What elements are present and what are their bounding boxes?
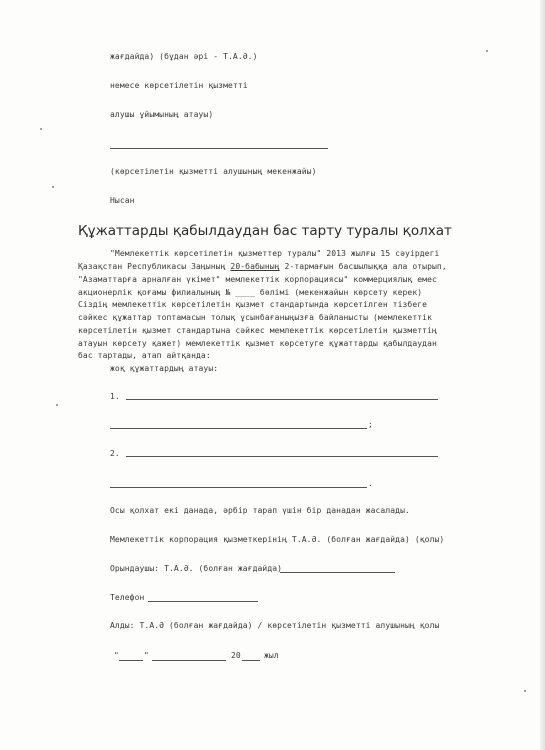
law-article-link[interactable]: 20-бабының	[230, 262, 280, 271]
address-caption: (көрсетілетін қызметті алушының мекенжайы)	[110, 167, 317, 176]
scan-edge	[540, 0, 545, 750]
date-year-suffix: жыл	[264, 651, 279, 660]
executor-line	[280, 572, 395, 573]
item-2-dot: .	[368, 479, 373, 488]
header-line-2: немесе көрсетілетін қызметті	[110, 81, 248, 90]
item-2-line-2	[110, 487, 367, 488]
scan-speck	[52, 186, 54, 188]
scan-speck	[56, 404, 58, 406]
corp-employee-line: Мемлекеттік корпорация қызметкерінің Т.А.Ә. (болған жағдайда) (қолы)	[110, 535, 445, 544]
header-line-3: алушы ұйымының атауы)	[110, 110, 214, 119]
executor-label: Орындаушы: Т.А.Ә. (болған жағдайда)	[110, 564, 283, 573]
body-line-7: көрсетілетін қызмет стандартына сәйкес мемлекеттік көрсетілетін қызметтің	[78, 326, 437, 335]
date-month-line	[152, 660, 226, 661]
date-quote-open: "	[114, 651, 119, 660]
item-2-number: 2.	[110, 449, 120, 458]
item-2-line	[126, 456, 438, 457]
received-line: Алды: Т.А.Ә (болған жағдайда) / көрсетілетін қызметті алушының қолы	[110, 621, 440, 630]
scan-speck	[524, 690, 526, 692]
item-1-number: 1.	[110, 392, 120, 401]
document-title: Құжаттарды қабылдаудан бас тарту туралы қолхат	[78, 223, 452, 239]
body-line-9: бас тартады, атап айтқанда:	[78, 351, 211, 360]
date-day-line	[119, 660, 143, 661]
scan-speck	[40, 128, 42, 130]
header-line-1: жағдайда) (бұдан әрі - Т.А.Ә.)	[110, 52, 258, 61]
copies-statement: Осы қолхат екі данада, әрбір тарап үшін бір данадан жасалады.	[110, 506, 410, 515]
date-year-line	[242, 660, 260, 661]
body-line-4: акционерлік қоғамы филиалының № ____ бөлімі (мекенжайын көрсету керек)	[78, 288, 423, 297]
item-1-line-2	[110, 428, 367, 429]
form-label: Нысан	[110, 196, 135, 205]
address-line	[110, 148, 328, 149]
body-line-5: Сіздің мемлекеттік көрсетілетін қызмет стандартында көрсетілген тізбеге	[78, 300, 428, 309]
body-line-6: сәйкес құжаттар топтамасын толық ұсынбағаныңызға байланысты (мемлекеттік	[78, 313, 432, 322]
phone-line	[148, 601, 258, 602]
phone-label: Телефон	[110, 593, 145, 602]
missing-docs-label: жоқ құжаттардың атауы:	[110, 364, 219, 373]
item-1-line	[126, 399, 438, 400]
date-quote-close: "	[144, 651, 149, 660]
body-line-3: "Азаматтарға арналған үкімет" мемлекеттік корпорациясы" коммерциялық емес	[78, 275, 437, 284]
date-year-prefix: 20	[231, 651, 241, 660]
body-line-2: Қазақстан Республикасы Заңының 20-бабының 2-тармағын басшылыққа ала отырып,	[78, 262, 447, 271]
body-line-1: "Мемлекеттік көрсетілетін қызметтер туралы" 2013 жылғы 15 сәуірдегі	[110, 249, 440, 258]
item-1-semicolon: ;	[368, 420, 373, 429]
scan-speck	[486, 50, 488, 52]
body-line-8: атауын көрсету қажет) мемлекеттік қызмет көрсетуге құжаттарды қабылдаудан	[78, 339, 437, 348]
